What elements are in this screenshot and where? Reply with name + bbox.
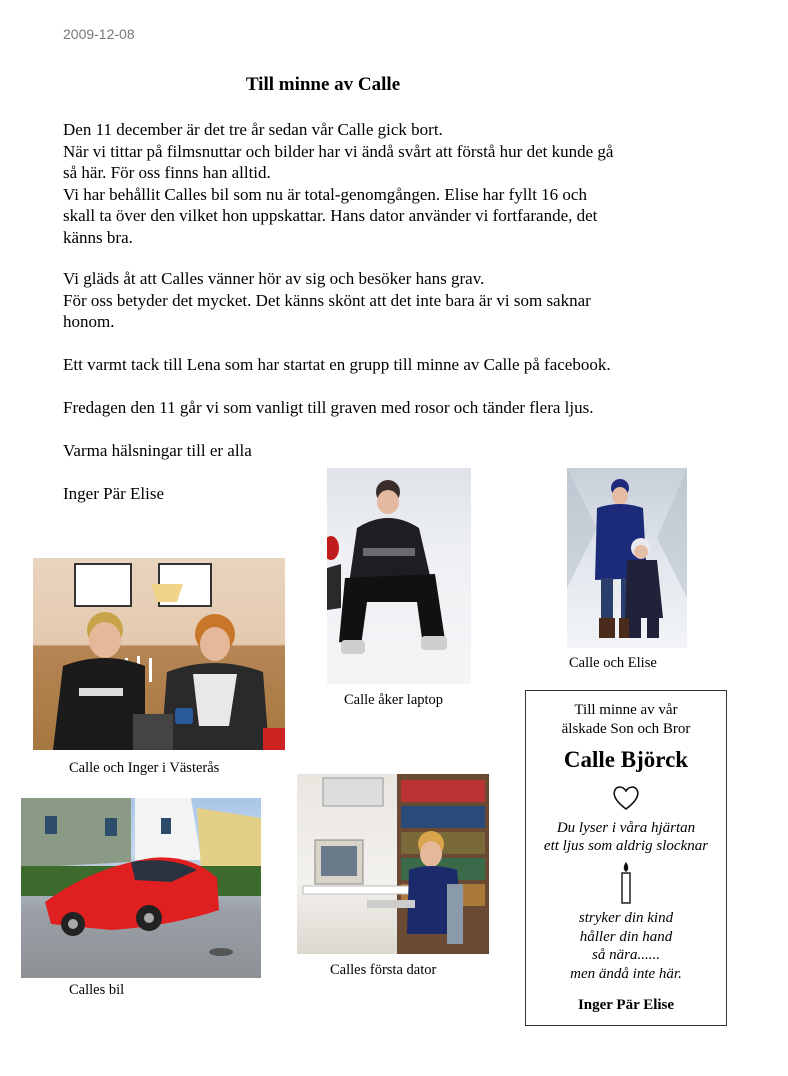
text-line: För oss betyder det mycket. Det känns skönt att det inte bara är vi som saknar (63, 290, 591, 310)
caption-winter: Calle och Elise (569, 655, 657, 671)
paragraph-thanks (63, 354, 703, 376)
caption-indoor: Calle och Inger i Västerås (69, 760, 220, 776)
paragraph-friday (63, 397, 703, 419)
card-header (526, 701, 726, 739)
text-line: Vi gläds åt att Calles vänner hör av sig och besöker hans grav. (63, 269, 485, 288)
text-line: Fredagen den 11 går vi som vanligt till graven med rosor och tänder flera ljus. (63, 398, 594, 417)
heart-icon (612, 785, 640, 816)
verse-line: ett ljus som aldrig slocknar (543, 838, 709, 854)
text-line: skall ta över den vilket hon uppskattar. Hans dator använder vi fortfarande, det (63, 206, 598, 225)
card-verse2 (526, 909, 726, 983)
verse-line: men ändå inte här. (570, 965, 682, 982)
card-name: Calle Björck (563, 747, 689, 772)
photo-sled-art (327, 468, 471, 684)
text-line: känns bra. (63, 227, 133, 247)
candle-icon (618, 861, 634, 910)
text-line: När vi tittar på filmsnuttar och bilder har vi ändå svårt att förstå hur det kunde gå (63, 141, 614, 161)
text-line: Vi har behållit Calles bil som nu är total-genomgången. Elise har fyllt 16 och (63, 184, 587, 204)
verse-line: stryker din kind (578, 910, 674, 926)
text-line: honom. (63, 312, 115, 331)
page-date: 2009-12-08 (63, 26, 135, 42)
photo-indoor (33, 558, 285, 750)
photo-desk (297, 774, 489, 954)
memorial-card (525, 690, 727, 1026)
photo-sled (327, 468, 471, 684)
card-signature: Inger Pär Elise (577, 997, 675, 1013)
card-verse1 (526, 819, 726, 855)
caption-car: Calles bil (69, 982, 125, 998)
photo-winter (567, 468, 687, 648)
photo-car (21, 798, 261, 978)
verse-line: håller din hand (579, 928, 673, 945)
verse-line: Du lyser i våra hjärtan (556, 820, 696, 836)
caption-desk: Calles första dator (330, 962, 437, 978)
text-line: Ett varmt tack till Lena som har startat en grupp till minne av Calle på facebook. (63, 355, 611, 374)
text-line: Den 11 december är det tre år sedan vår Calle gick bort. (63, 120, 443, 139)
photo-desk-art (297, 774, 489, 954)
page-title: Till minne av Calle (245, 74, 401, 95)
text-line: Inger Pär Elise (63, 484, 165, 503)
photo-car-art (21, 798, 261, 978)
paragraph-greeting (63, 440, 703, 462)
text-line: så här. För oss finns han alltid. (63, 163, 271, 182)
card-line2: älskade Son och Bror (561, 721, 691, 737)
verse-line: så nära...... (592, 947, 660, 963)
paragraph-intro (63, 119, 703, 248)
card-line1: Till minne av vår (574, 702, 678, 718)
paragraph-friends (63, 268, 703, 333)
text-line: Varma hälsningar till er alla (63, 441, 252, 460)
photo-winter-art (567, 468, 687, 648)
caption-sled: Calle åker laptop (344, 692, 444, 708)
photo-indoor-art (33, 558, 285, 750)
